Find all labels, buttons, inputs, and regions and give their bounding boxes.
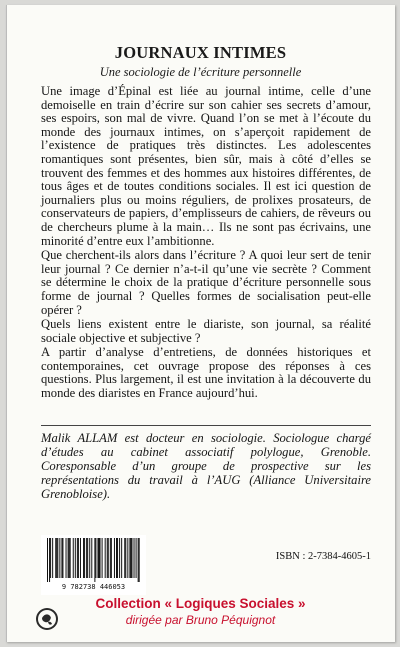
collection-name: Collection « Logiques Sociales » <box>95 596 306 611</box>
book-title: JOURNAUX INTIMES <box>114 43 287 62</box>
blurb-paragraph-2: Que cherchent-ils alors dans l’écriture ? A quoi leur sert de tenir leur journal ? Ce dernier n’a-t-il qu’une vie secrète ? Comment se détermine le choix de la pratique d’écriture personnelle sous forme de journal ? Quelles formes de socialisation peut-elle opérer ? <box>41 248 371 317</box>
blurb-paragraph-4: A partir d’analyse d’entretiens, de données historiques et contemporaines, cet ouvrage propose des réponses à ces questions. Plus largement, il est une invitation à la découverte du monde des diaristes en France aujourd’hui. <box>41 345 371 401</box>
barcode <box>41 535 146 595</box>
cover-edge <box>6 5 7 642</box>
book-subtitle: Une sociologie de l’écriture personnelle <box>99 65 302 79</box>
blurb-paragraph-3: Quels liens existent entre le diariste, son journal, sa réalité sociale objective et subjective ? <box>41 317 371 345</box>
blurb <box>41 85 371 401</box>
section-divider <box>41 425 371 426</box>
barcode-number: 9 782738 446053 <box>61 583 126 591</box>
barcode-bars <box>41 535 146 582</box>
author-bio: Malik ALLAM est docteur en sociologie. Sociologue chargé d’études au cabinet associatif polylogue, Grenoble. Coresponsable d’un groupe de prospective sur les représentations du travail à l’AUG (Alliance Universitaire Grenobloise). <box>41 431 371 501</box>
isbn: ISBN : 2-7384-4605-1 <box>275 551 371 562</box>
back-cover <box>6 5 395 642</box>
blurb-paragraph-1: Une image d’Épinal est liée au journal intime, celle d’une demoiselle en train d’écrire sur son cahier ses secrets d’amour, ses espoirs, son mal de vivre. Quand l’on se met à l’écoute du monde des journaux intimes, on s’aperçoit rapidement de l’existence de pratiques très distinctes. Les adolescentes romantiques sont présentes, bien sûr, mais à côté d’elles se trouvent des femmes et des hommes aux histoires différentes, de tous âges et de toutes conditions sociales. Il est ici question de journaliers plus ou moins réguliers, de prolixes prosateurs, de conservateurs de papiers, d’emplisseurs de cahiers, de rêveurs ou de chercheurs plume à la main… Ils ne sont pas écrivains, une minorité d’entre eux l’ambitionne. <box>41 84 371 248</box>
collection-director: dirigée par Bruno Péquignot <box>125 613 276 627</box>
